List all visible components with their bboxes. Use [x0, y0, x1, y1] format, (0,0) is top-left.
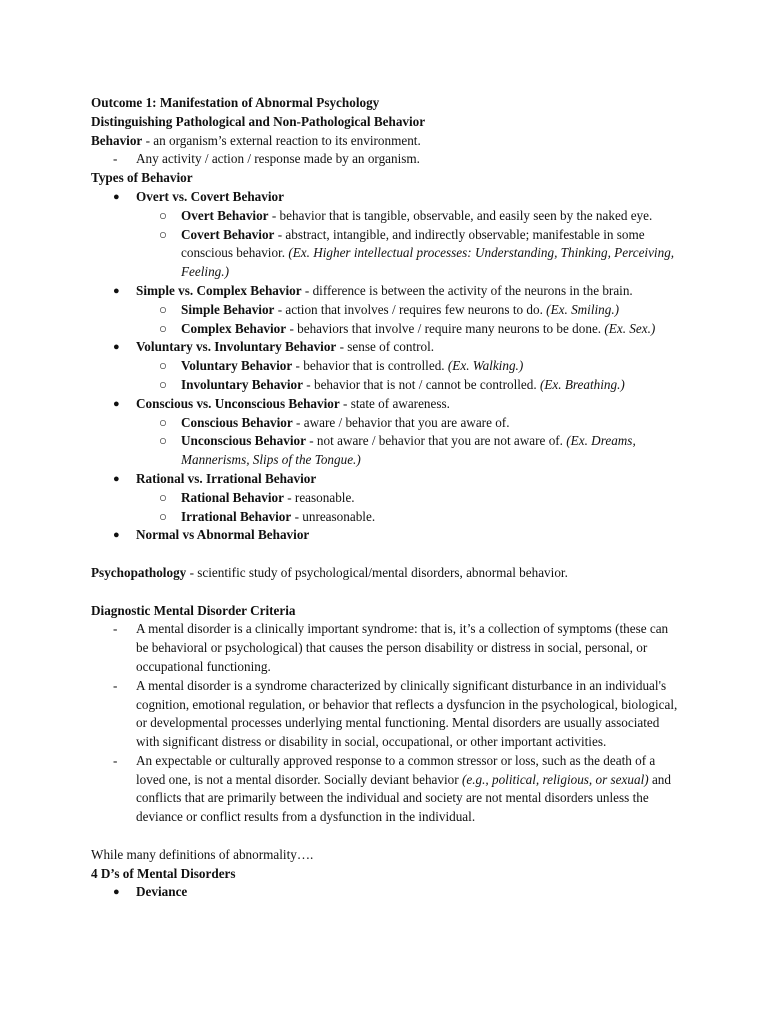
psychopathology-def: - scientific study of psychological/mental disorders, abnormal behavior. [186, 564, 568, 580]
unconscious-def: - not aware / behavior that you are not aware of. [305, 433, 567, 449]
complex-def: - behaviors that involve / require many neurons to be done. [286, 320, 605, 336]
criteria-item-2 [91, 677, 681, 752]
sub-overt [91, 207, 691, 226]
dash-marker: - [113, 677, 118, 693]
circle-marker: ○ [159, 207, 167, 223]
psychopathology-term: Psychopathology [91, 564, 187, 580]
types-heading: Types of Behavior [91, 170, 193, 186]
bullet-marker: ● [113, 397, 120, 410]
normal-abnormal-title: Normal vs Abnormal Behavior [136, 527, 310, 543]
voluntary-def: - behavior that is controlled. [292, 358, 448, 374]
simple-complex-desc: - difference is between the activity of the neurons in the brain. [301, 282, 633, 298]
circle-marker: ○ [159, 508, 167, 524]
conscious-term: Conscious Behavior [181, 414, 293, 430]
sub-involuntary [91, 376, 691, 395]
overt-def: - behavior that is tangible, observable, and easily seen by the naked eye. [268, 207, 653, 223]
criteria-text-3b: and conflicts that are primarily between the individual and society are not mental disorders unless the deviance or conflict results from a dysfunction in the individual. [136, 771, 671, 825]
simple-example: (Ex. Smiling.) [546, 301, 620, 317]
criteria-example-3: (e.g., political, religious, or sexual) [461, 771, 649, 787]
bullet-conscious [91, 395, 691, 414]
section-title: Distinguishing Pathological and Non-Pathological Behavior [91, 113, 426, 129]
bullet-marker: ● [113, 284, 120, 297]
sub-unconscious [91, 432, 671, 470]
criteria-item-3 [91, 752, 681, 827]
dash-marker: - [113, 752, 118, 768]
behavior-definition [91, 132, 691, 151]
dash-marker: - [113, 621, 118, 637]
sub-simple [91, 301, 691, 320]
simple-def: - action that involves / requires few neurons to do. [274, 301, 547, 317]
criteria-text-3a: An expectable or culturally approved response to a common stressor or loss, such as the death of a loved one, is not a mental disorder. Socially deviant behavior [136, 752, 656, 787]
involuntary-def: - behavior that is not / cannot be controlled. [303, 376, 540, 392]
complex-term: Complex Behavior [181, 320, 287, 336]
bullet-simple-complex [91, 282, 691, 301]
rational-title: Rational vs. Irrational Behavior [136, 470, 317, 486]
unconscious-example: (Ex. Dreams, Mannerisms, Slips of the Tongue.) [181, 433, 636, 468]
while-text: While many definitions of abnormality…. [91, 846, 314, 862]
criteria-text-1: A mental disorder is a clinically important syndrome: that is, it’s a collection of symptoms (these can be behavioral or psychological) that causes the person disability or distress in social, personal, or occupational functioning. [136, 621, 669, 674]
involuntary-example: (Ex. Breathing.) [539, 376, 625, 392]
overt-covert-title: Overt vs. Covert Behavior [136, 188, 284, 204]
circle-marker: ○ [159, 376, 167, 392]
criteria-item-1 [91, 620, 681, 676]
bullet-marker: ● [113, 886, 120, 899]
sub-voluntary [91, 357, 691, 376]
overt-term: Overt Behavior [181, 207, 269, 223]
circle-marker: ○ [159, 489, 167, 505]
circle-marker: ○ [159, 226, 167, 242]
rational-term: Rational Behavior [181, 489, 284, 505]
irrational-def: - unreasonable. [291, 508, 376, 524]
four-ds-heading: 4 D’s of Mental Disorders [91, 865, 236, 881]
behavior-def-text: - an organism’s external reaction to its environment. [142, 132, 421, 148]
voluntary-example: (Ex. Walking.) [447, 358, 524, 374]
bullet-marker: ● [113, 529, 120, 542]
complex-example: (Ex. Sex.) [604, 320, 656, 336]
covert-example: (Ex. Higher intellectual processes: Understanding, Thinking, Perceiving, Feeling.) [181, 245, 675, 280]
bullet-marker: ● [113, 190, 120, 203]
covert-term: Covert Behavior [181, 226, 275, 242]
conscious-def: - aware / behavior that you are aware of. [292, 414, 510, 430]
criteria-text-2: A mental disorder is a syndrome characterized by clinically significant disturbance in an individual's cognition, emotional regulation, or behavior that reflects a dysfuncion in the psychological, biological, or developmental processes underlying mental functioning. Mental disorders are usually associated with significant distress or disability in social, occupational, or other important activities. [136, 677, 678, 750]
bullet-marker: ● [113, 472, 120, 485]
behavior-note-item [91, 150, 691, 169]
bullet-normal-abnormal [91, 526, 691, 545]
covert-def: - abstract, intangible, and indirectly observable; manifestable in some conscious behavior. [181, 226, 645, 261]
bullet-overt-covert [91, 188, 691, 207]
rational-def: - reasonable. [283, 489, 355, 505]
conscious-title: Conscious vs. Unconscious Behavior [136, 395, 340, 411]
simple-term: Simple Behavior [181, 301, 275, 317]
circle-marker: ○ [159, 358, 167, 374]
psychopathology-definition [91, 564, 691, 583]
unconscious-term: Unconscious Behavior [181, 433, 306, 449]
circle-marker: ○ [159, 301, 167, 317]
circle-marker: ○ [159, 414, 167, 430]
sub-irrational [91, 508, 691, 527]
sub-covert [91, 226, 691, 282]
bullet-deviance [91, 883, 691, 902]
irrational-term: Irrational Behavior [181, 508, 292, 524]
behavior-term: Behavior [91, 132, 143, 148]
dash-marker: - [113, 151, 118, 167]
conscious-desc: - state of awareness. [339, 395, 450, 411]
deviance-label: Deviance [136, 884, 188, 900]
outcome-title: Outcome 1: Manifestation of Abnormal Psychology [91, 95, 380, 110]
circle-marker: ○ [159, 433, 167, 449]
bullet-rational [91, 470, 691, 489]
document-page [91, 94, 691, 902]
sub-complex [91, 320, 691, 339]
voluntary-term: Voluntary Behavior [181, 358, 293, 374]
voluntary-desc: - sense of control. [336, 339, 435, 355]
sub-conscious [91, 414, 691, 433]
bullet-marker: ● [113, 341, 120, 354]
circle-marker: ○ [159, 320, 167, 336]
involuntary-term: Involuntary Behavior [181, 376, 303, 392]
sub-rational [91, 489, 691, 508]
voluntary-title: Voluntary vs. Involuntary Behavior [136, 339, 337, 355]
behavior-note: Any activity / action / response made by an organism. [136, 151, 420, 167]
bullet-voluntary [91, 338, 691, 357]
criteria-heading: Diagnostic Mental Disorder Criteria [91, 602, 296, 618]
simple-complex-title: Simple vs. Complex Behavior [136, 282, 302, 298]
